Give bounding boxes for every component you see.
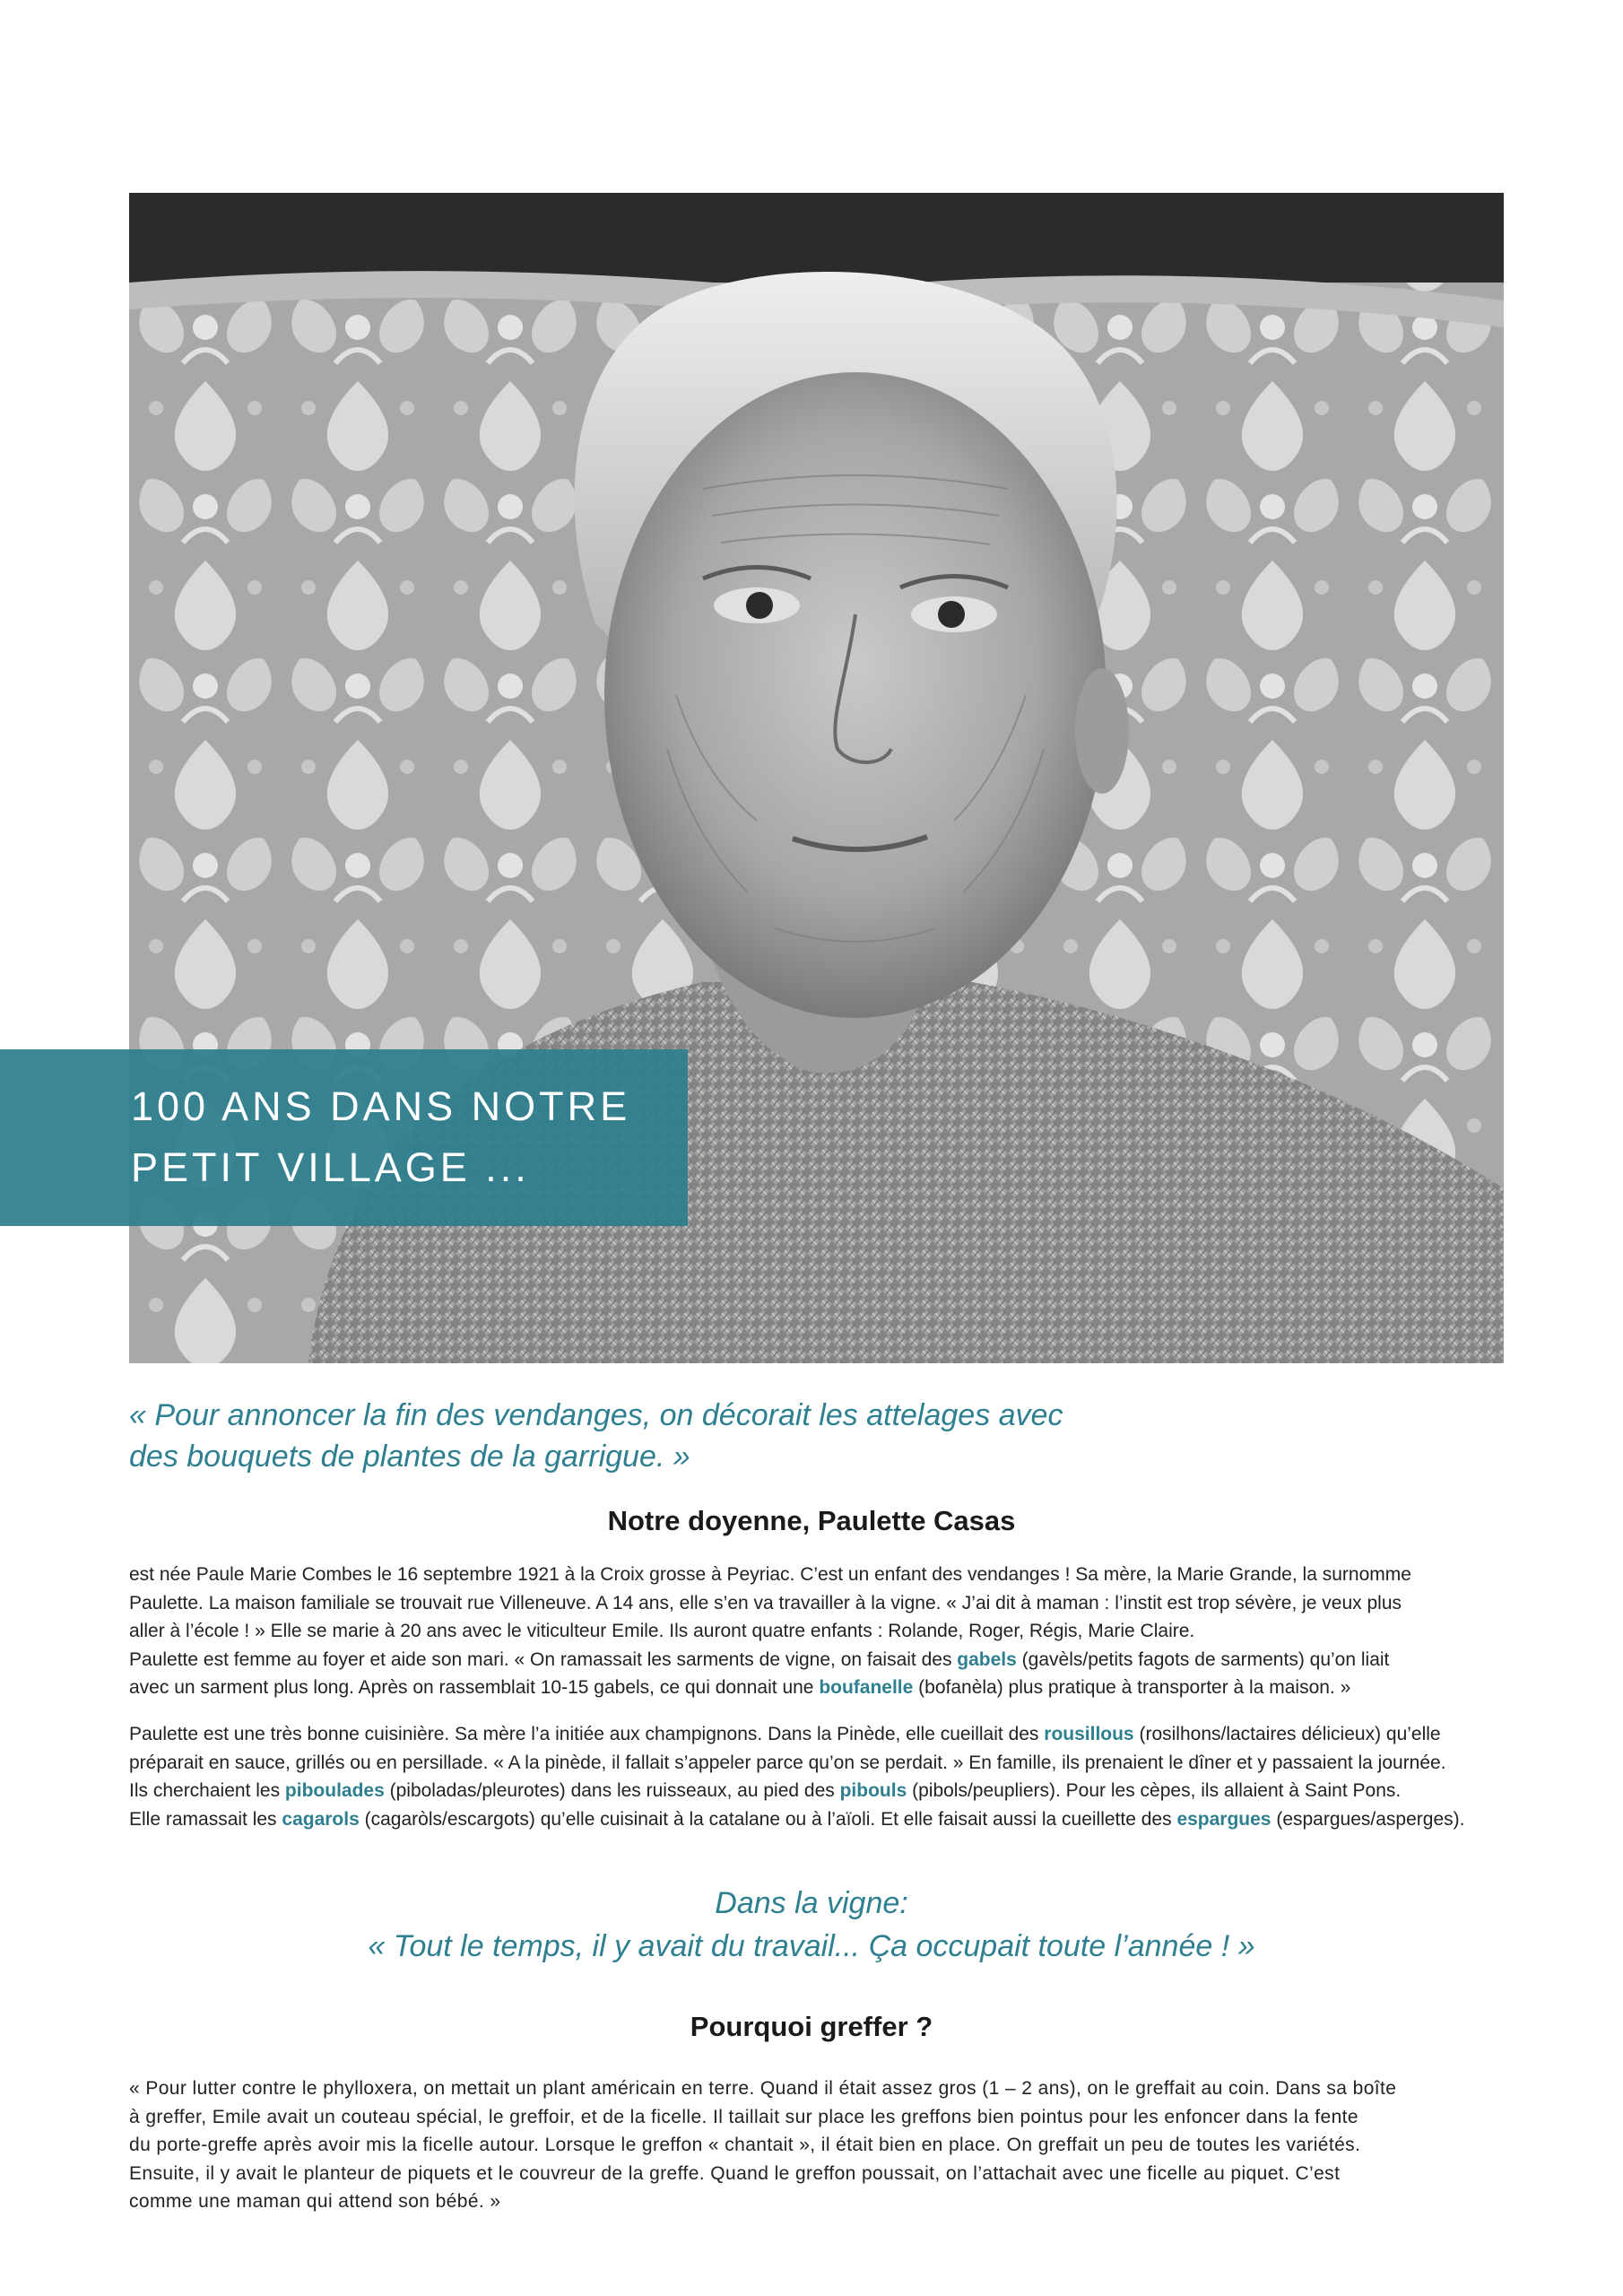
text-line: à greffer, Emile avait un couteau spécial, le greffoir, et de la ficelle. Il taillait sur place les greffons bien pointus pour les enfoncer dans la fente (129, 2106, 1358, 2127)
pull-quote-vigne-line-2: « Tout le temps, il y avait du travail... Ça occupait toute l’année ! » (368, 1929, 1255, 1963)
text-run: Elle ramassait les (129, 1808, 282, 1830)
text-line: est née Paule Marie Combes le 16 septembre 1921 à la Croix grosse à Peyriac. C’est un enfant des vendanges ! Sa mère, la Marie Grande, la surnomme (129, 1564, 1411, 1585)
occitan-keyword: rousillous (1044, 1724, 1134, 1744)
text-line: comme une maman qui attend son bébé. » (129, 2191, 501, 2212)
page-title-line-2: PETIT VILLAGE ... (131, 1144, 530, 1190)
text-run: Paulette est femme au foyer et aide son mari. « On ramassait les sarments de vigne, on faisait des (129, 1648, 958, 1670)
occitan-keyword: boufanelle (819, 1677, 914, 1698)
text-line: Paulette. La maison familiale se trouvait rue Villeneuve. A 14 ans, elle s’en va travailler à la vigne. « J’ai dit à maman : l’instit est trop sévère, je veux plus (129, 1592, 1402, 1613)
text-line (129, 1646, 1504, 1674)
pull-quote-vigne (0, 1882, 1623, 1968)
occitan-keyword: piboulades (284, 1780, 385, 1801)
pull-quote-vigne-line-1: Dans la vigne: (715, 1886, 908, 1920)
text-line: Ensuite, il y avait le planteur de piquets et le couvreur de la greffe. Quand le greffon poussait, on l’attachait avec une ficelle au piquet. C’est (129, 2162, 1341, 2184)
occitan-keyword: espargues (1176, 1808, 1271, 1830)
text-line: du porte-greffe après avoir mis la ficelle autour. Lorsque le greffon « chantait », il était bien en place. On greffait un peu de toutes les variétés. (129, 2135, 1361, 2155)
text-line (129, 1674, 1504, 1702)
page-title (131, 1076, 678, 1198)
text-line (129, 1805, 1504, 1834)
text-run: (piboladas/pleurotes) dans les ruisseaux, au pied des (384, 1780, 840, 1801)
pull-quote-top (129, 1395, 1295, 1477)
pull-quote-top-line-1: « Pour annoncer la fin des vendanges, on décorait les attelages avec (129, 1398, 1063, 1432)
paragraph-greffer (129, 2074, 1504, 2216)
text-line: aller à l’école ! » Elle se marie à 20 ans avec le viticulteur Emile. Ils auront quatre enfants : Rolande, Roger, Régis, Marie Claire. (129, 1621, 1195, 1641)
occitan-keyword: pibouls (839, 1780, 907, 1801)
text-run: Paulette est une très bonne cuisinière. Sa mère l’a initiée aux champignons. Dans la Pinède, elle cueillait des (129, 1724, 1045, 1744)
text-run: (pibols/peupliers). Pour les cèpes, ils allaient à Saint Pons. (907, 1780, 1402, 1801)
paragraph-biography (129, 1561, 1504, 1702)
text-run: avec un sarment plus long. Après on rassemblait 10-15 gabels, ce qui donnait une (129, 1677, 820, 1698)
section-heading-greffer: Pourquoi greffer ? (690, 2011, 933, 2042)
text-run: (bofanèla) plus pratique à transporter à la maison. » (913, 1677, 1351, 1698)
pull-quote-top-line-2: des bouquets de plantes de la garrigue. » (129, 1439, 690, 1474)
text-run: Ils cherchaient les (129, 1780, 285, 1801)
text-line: préparait en sauce, grillés ou en persillade. « A la pinède, il fallait s’appeler parce qu’on se perdait. » En famille, ils prenaient le dîner et y passaient la journée. (129, 1752, 1446, 1773)
occitan-keyword: cagarols (282, 1808, 360, 1830)
page-title-line-1: 100 ANS DANS NOTRE (131, 1083, 631, 1129)
text-run: (gavèls/petits fagots de sarments) qu’on liait (1016, 1648, 1390, 1670)
paragraph-cooking (129, 1720, 1504, 1833)
section-heading-doyenne: Notre doyenne, Paulette Casas (607, 1505, 1016, 1536)
text-run: (rosilhons/lactaires délicieux) qu’elle (1133, 1724, 1441, 1744)
text-run: (espargues/asperges). (1271, 1808, 1465, 1830)
text-line: « Pour lutter contre le phylloxera, on mettait un plant américain en terre. Quand il était assez gros (1 – 2 ans), on le greffait au coin. Dans sa boîte (129, 2078, 1397, 2099)
occitan-keyword: gabels (957, 1648, 1017, 1670)
text-run: (cagaròls/escargots) qu’elle cuisinait à la catalane ou à l’aïoli. Et elle faisait aussi la cueillette des (359, 1808, 1177, 1830)
text-line (129, 1720, 1504, 1749)
text-line (129, 1777, 1504, 1805)
